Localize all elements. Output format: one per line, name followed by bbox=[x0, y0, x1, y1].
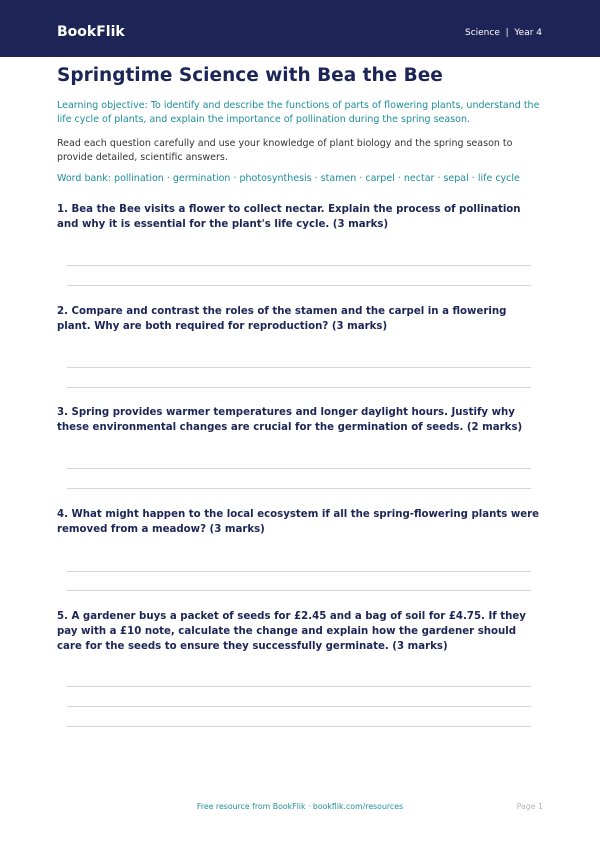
answer-line[interactable] bbox=[67, 488, 531, 489]
question-2: 2. Compare and contrast the roles of the stamen and the carpel in a flowering plant. Why are both required for reproduction? (3 marks) bbox=[57, 306, 507, 332]
answer-line[interactable] bbox=[67, 706, 531, 707]
answer-line[interactable] bbox=[67, 468, 531, 469]
answer-line[interactable] bbox=[67, 726, 531, 727]
word-bank: Word bank: pollination · germination · photosynthesis · stamen · carpel · nectar · sepal · life cycle bbox=[57, 173, 520, 184]
question-1: 1. Bea the Bee visits a flower to collect nectar. Explain the process of pollination and why it is essential for the plant's life cycle. (3 marks) bbox=[57, 204, 521, 230]
page-number: Page 1 bbox=[516, 802, 543, 811]
question-3: 3. Spring provides warmer temperatures and longer daylight hours. Justify why these environmental changes are crucial for the germination of seeds. (2 marks) bbox=[57, 407, 523, 433]
answer-line[interactable] bbox=[67, 571, 531, 572]
question-5: 5. A gardener buys a packet of seeds for £2.45 and a bag of soil for £4.75. If they pay with a £10 note, calculate the change and explain how the gardener should care for the seeds to ensure they successfully germinate. (3 marks) bbox=[57, 611, 526, 652]
instructions-text: Read each question carefully and use your knowledge of plant biology and the spring season to provide detailed, scientific answers. bbox=[57, 138, 513, 163]
answer-line[interactable] bbox=[67, 590, 531, 591]
subject-year-label: Science | Year 4 bbox=[464, 28, 542, 38]
header-bar bbox=[0, 0, 600, 57]
answer-line[interactable] bbox=[67, 367, 531, 368]
brand-logo-text: BookFlik bbox=[57, 24, 125, 40]
worksheet-title: Springtime Science with Bea the Bee bbox=[57, 65, 443, 86]
answer-line[interactable] bbox=[67, 387, 531, 388]
footer-credit: Free resource from BookFlik · bookflik.com/resources bbox=[196, 802, 404, 811]
answer-line[interactable] bbox=[67, 265, 531, 266]
answer-line[interactable] bbox=[67, 285, 531, 286]
question-4: 4. What might happen to the local ecosystem if all the spring-flowering plants were removed from a meadow? (3 marks) bbox=[57, 509, 540, 535]
answer-line[interactable] bbox=[67, 686, 531, 687]
learning-objective: Learning objective: To identify and describe the functions of parts of flowering plants, understand the life cycle of plants, and explain the importance of pollination during the spring season. bbox=[57, 100, 540, 125]
